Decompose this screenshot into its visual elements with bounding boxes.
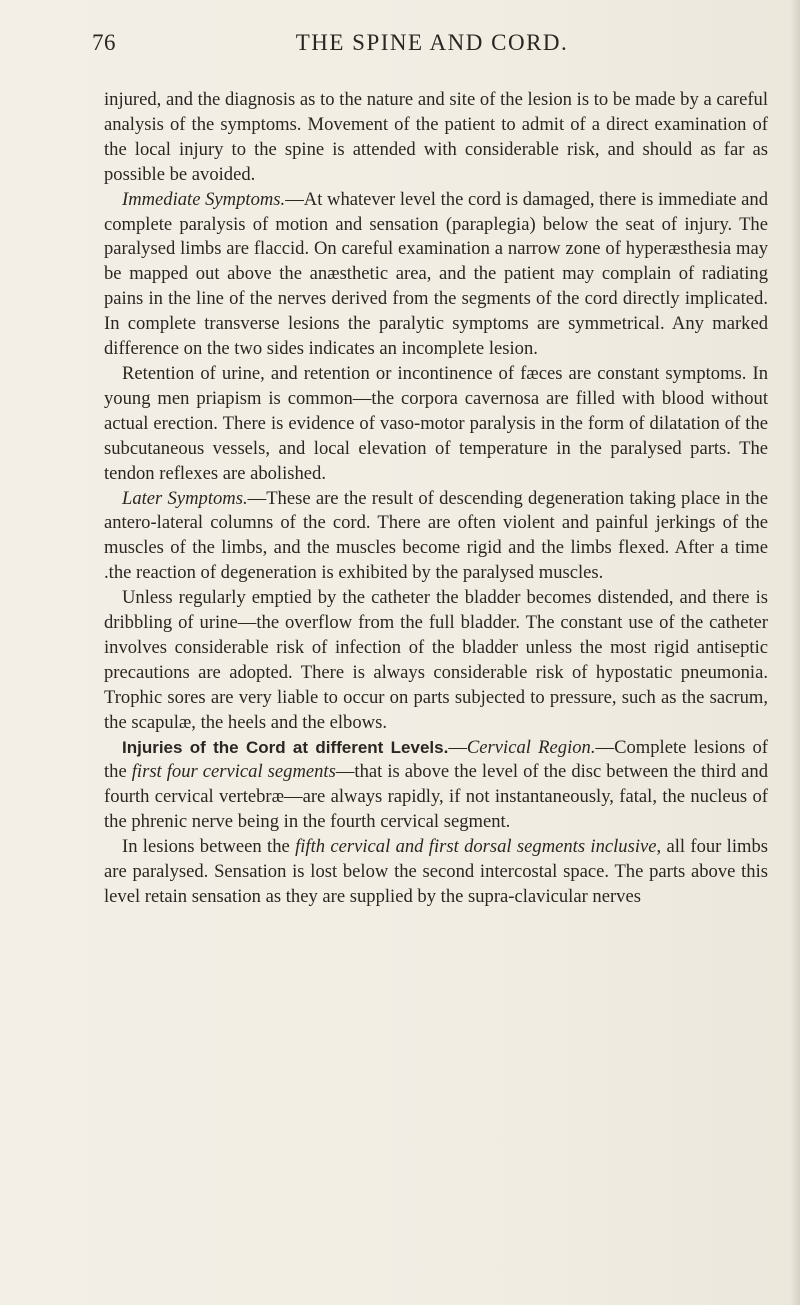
running-head: THE SPINE AND CORD. xyxy=(295,30,569,55)
paragraph-text: , all four limbs are paralysed. Sensation is lost below the second intercostal space. The parts above this level retain sensation as they are supplied by the supra-clavicular nerves xyxy=(104,836,768,907)
paragraph-text: Retention of urine, and retention or incontinence of fæces are constant symptoms. In young men priapism is common—the corpora cavernosa are filled with blood without actual erection. There is evidence of vaso-motor paralysis in the form of dilatation of the subcutaneous vessels, and local elevation of temperature in the paralysed parts. The tendon reflexes are abolished. xyxy=(104,362,768,484)
emphasis-text: fifth cervical and first dorsal segments inclusive xyxy=(295,836,657,858)
paragraph-text: —At whatever level the cord is damaged, there is immediate and complete paralysis of motion and sensation (paraplegia) below the seat of injury. The paralysed limbs are flaccid. On careful examination a narrow zone of hyperæsthesia may be mapped out above the anæsthetic area, and the patient may complain of radiating pains in the line of the nerves derived from the segments of the cord directly implicated. In complete transverse lesions the paralytic symptoms are symmetrical. Any marked difference on the two sides indicates an incomplete lesion. xyxy=(104,188,768,360)
paragraph-text: —These are the result of descending degeneration taking place in the antero-lateral columns of the cord. There are often violent and painful jerkings of the muscles of the limbs, and the muscles become rigid and the limbs flexed. After a time .the reaction of degeneration is exhibited by the paralysed muscles. xyxy=(104,487,768,584)
paragraph xyxy=(104,88,768,188)
paragraph xyxy=(104,362,768,487)
body-text xyxy=(104,88,768,910)
page-number: 76 xyxy=(92,30,116,55)
page-edge-shadow xyxy=(790,0,800,1305)
paragraph xyxy=(104,586,768,735)
paragraph xyxy=(104,487,768,587)
paragraph-text: In lesions between the xyxy=(122,836,296,858)
section-title: Later Symptoms. xyxy=(122,487,248,509)
paragraph xyxy=(104,188,768,362)
section-title: Immediate Symptoms. xyxy=(122,188,286,210)
subsection-title: Cervical Region. xyxy=(466,736,596,758)
dash: — xyxy=(448,736,467,758)
emphasis-text: first four cervical segments xyxy=(131,761,336,783)
paragraph-text: —Complete lesions of the xyxy=(104,736,768,783)
paragraph xyxy=(104,835,768,910)
paragraph-text: Unless regularly emptied by the catheter the bladder becomes distended, and there is dribbling of urine—the overflow from the full bladder. The constant use of the catheter involves considerable risk of infection of the bladder unless the most rigid antiseptic precautions are adopted. There is always considerable risk of hypostatic pneumonia. Trophic sores are very liable to occur on parts subjected to pressure, such as the sacrum, the scapulæ, the heels and the elbows. xyxy=(104,587,768,733)
paragraph xyxy=(104,736,768,836)
paragraph-text: injured, and the diagnosis as to the nature and site of the lesion is to be made by a careful analysis of the symptoms. Movement of the patient to admit of a direct examination of the local injury to the spine is attended with considerable risk, and should as far as possible be avoided. xyxy=(104,89,768,185)
section-heading: Injuries of the Cord at different Levels. xyxy=(122,737,449,757)
page-header xyxy=(92,30,772,66)
paragraph-text: —that is above the level of the disc between the third and fourth cervical vertebræ—are always rapidly, if not instantaneously, fatal, the nucleus of the phrenic nerve being in the fourth cervical segment. xyxy=(104,761,768,833)
